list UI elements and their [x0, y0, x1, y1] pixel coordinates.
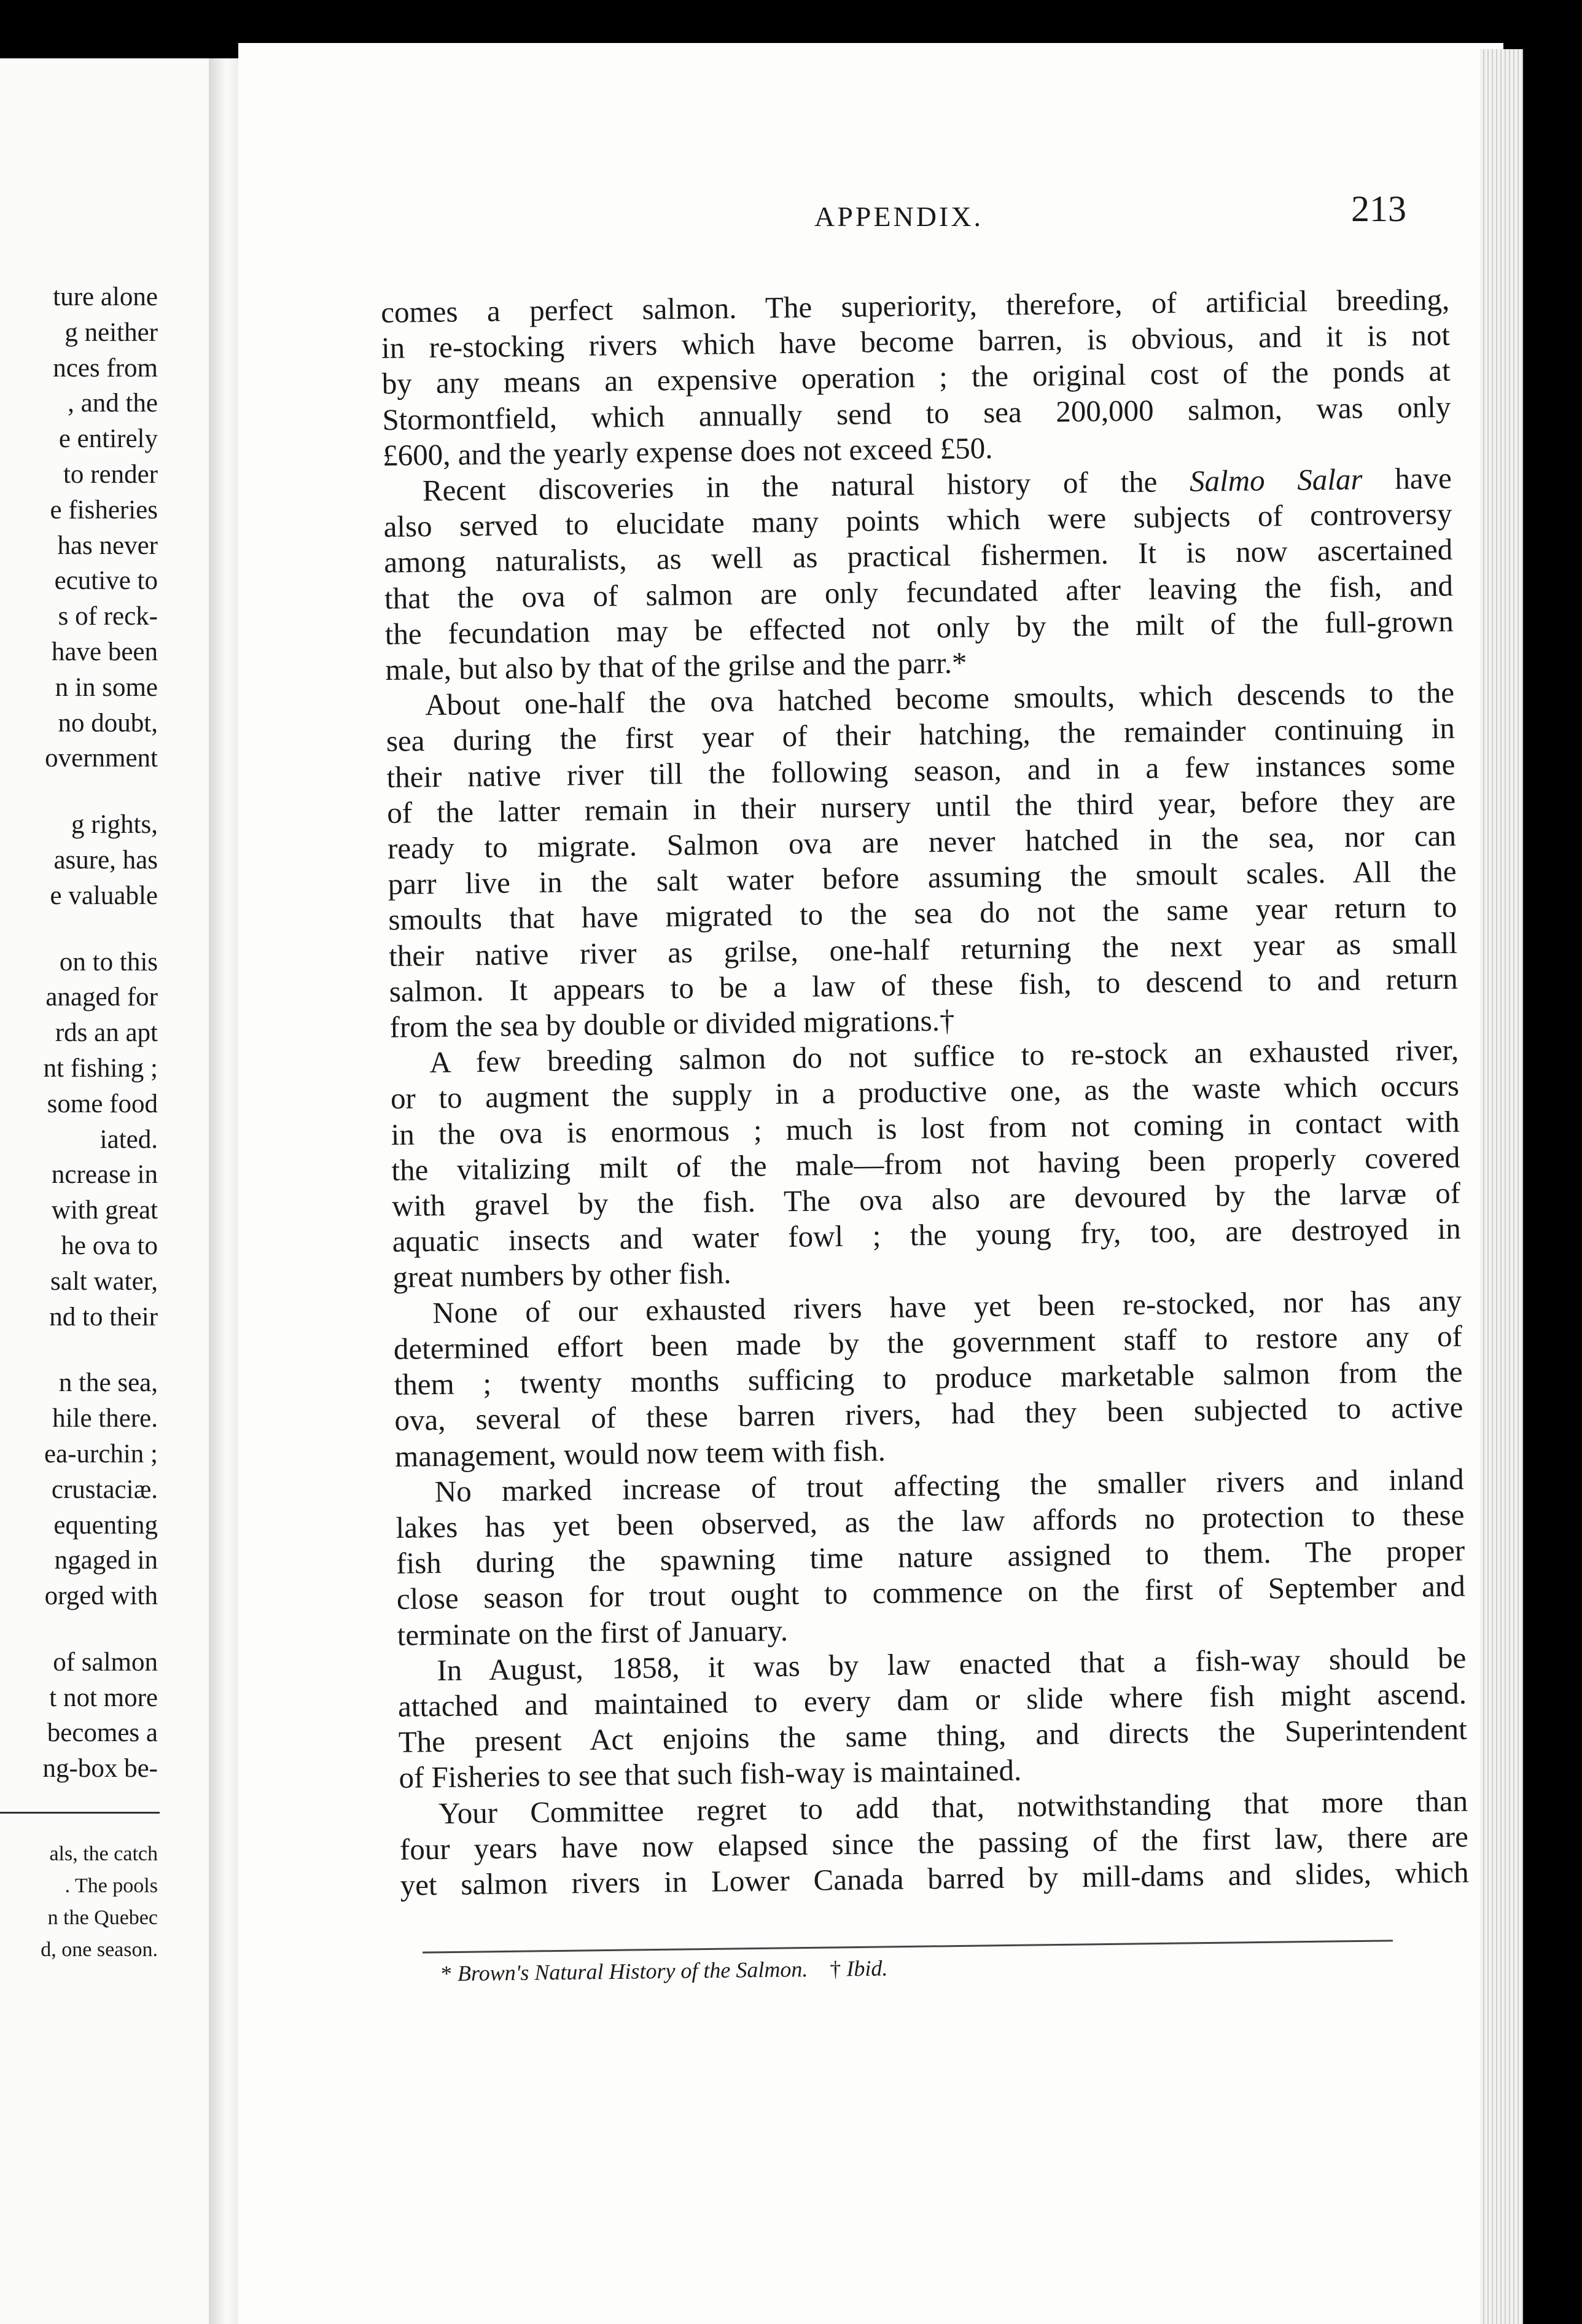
- left-page-line: rds an apt: [55, 1018, 158, 1048]
- left-page-line: some food: [47, 1089, 158, 1118]
- text-line: four years have now elapsed since the passing of the first law, there are: [399, 1819, 1469, 1866]
- text-line: attached and maintained to every dam or slide where fish might ascend.: [397, 1676, 1467, 1723]
- book-gutter: [209, 58, 238, 2324]
- text-line: yet salmon rivers in Lower Canada barred by mill-dams and slides, which: [400, 1855, 1469, 1902]
- left-page: [0, 58, 209, 2324]
- text-line: in the ova is enormous ; much is lost from not coming in contact with: [391, 1104, 1460, 1152]
- text-line: None of our exhausted rivers have yet been re-stocked, nor has any: [432, 1283, 1462, 1330]
- text-line: or to augment the supply in a productive one, as the waste which occurs: [390, 1069, 1460, 1116]
- left-page-line: s of reck-: [58, 602, 158, 631]
- left-page-line: ture alone: [53, 283, 158, 311]
- text-line: the vitalizing milt of the male—from not having been properly covered: [391, 1140, 1460, 1187]
- text-line: ova, several of these barren rivers, had they been subjected to active: [394, 1390, 1463, 1438]
- left-page-line: iated.: [99, 1125, 158, 1154]
- text-line: No marked increase of trout affecting the smaller rivers and inland: [434, 1462, 1465, 1508]
- text-line: of the latter remain in their nursery until the third year, before they are: [386, 782, 1456, 830]
- left-page-line: becomes a: [47, 1718, 158, 1748]
- left-page-line: ea-urchin ;: [44, 1439, 158, 1468]
- text-line: lakes has yet been observed, as the law affords no protection to these: [395, 1497, 1465, 1545]
- text-line: In August, 1858, it was by law enacted that a fish-way should be: [437, 1640, 1467, 1687]
- left-page-line: g neither: [64, 318, 158, 347]
- footnote-rule: [423, 1940, 1393, 1953]
- left-page-line: hile there.: [52, 1404, 158, 1433]
- left-page-line: e valuable: [50, 881, 158, 910]
- text-line: smoults that have migrated to the sea do not the same year return to: [388, 890, 1457, 937]
- text-line: with gravel by the fish. The ova also are devoured by the larvæ of: [391, 1176, 1461, 1223]
- text-line: of Fisheries to see that such fish-way is maintained.: [399, 1753, 1022, 1795]
- footnote-text: Ibid.: [846, 1956, 888, 1981]
- page-edges: [1480, 49, 1523, 2324]
- left-page-line: [0, 914, 158, 945]
- left-footnote-rule: [0, 1812, 160, 1814]
- text-line: from the sea by double or divided migrations.†: [389, 1003, 955, 1044]
- left-page-line: , and the: [68, 389, 158, 418]
- text-line: aquatic insects and water fowl ; the young fry, too, are destroyed in: [392, 1211, 1462, 1259]
- left-page-footnote-line: n the Quebec: [47, 1906, 158, 1929]
- left-page-line: of salmon: [53, 1647, 158, 1677]
- left-page-line: equenting: [53, 1510, 158, 1540]
- text-line: terminate on the first of January.: [397, 1613, 789, 1652]
- left-page-line: [0, 1614, 158, 1645]
- text-line: fish during the spawning time nature assigned to them. The proper: [395, 1533, 1465, 1580]
- footnote-mark: *: [440, 1961, 453, 1986]
- running-head: APPENDIX.: [814, 201, 983, 232]
- left-page-line: have been: [51, 637, 158, 666]
- text-line: Your Committee regret to add that, notwithstanding that more than: [438, 1784, 1468, 1830]
- left-page-line: overnment: [45, 744, 158, 773]
- text-line: salmon. It appears to be a law of these fish, to descend to and return: [389, 961, 1459, 1008]
- left-page-line: ng-box be-: [42, 1754, 158, 1784]
- text-line: also served to elucidate many points which were subjects of controversy: [383, 496, 1452, 544]
- left-page-footnote-line: als, the catch: [49, 1842, 158, 1865]
- text-line: their native river till the following season, and in a few instances some: [386, 747, 1455, 794]
- text-line: determined effort been made by the government staff to restore any of: [393, 1319, 1463, 1366]
- left-page-line: on to this: [59, 947, 158, 977]
- left-page-line: nt fishing ;: [43, 1053, 158, 1083]
- text-line: them ; twenty months sufficing to produce marketable salmon from the: [394, 1354, 1463, 1402]
- left-page-line: nces from: [53, 353, 158, 383]
- text-line: A few breeding salmon do not suffice to re-stock an exhausted river,: [429, 1032, 1459, 1080]
- left-page-text: [0, 279, 158, 1787]
- text-line: comes a perfect salmon. The superiority, therefore, of artificial breeding,: [381, 282, 1450, 329]
- text-line: by any means an expensive operation ; the original cost of the ponds at: [381, 354, 1451, 401]
- text-line: management, would now teem with fish.: [394, 1433, 886, 1473]
- left-page-line: asure, has: [53, 845, 158, 875]
- text-line: parr live in the salt water before assuming the smoult scales. All the: [388, 854, 1457, 902]
- left-page-line: no doubt,: [58, 708, 158, 738]
- page-number: 213: [1351, 189, 1406, 229]
- text-line: the fecundation may be effected not only by the milt of the full-grown: [384, 604, 1454, 651]
- text-line: close season for trout ought to commence on the first of September and: [396, 1569, 1466, 1616]
- body-text: [381, 282, 1469, 1903]
- right-page: [238, 43, 1503, 2324]
- left-page-line: g rights,: [71, 810, 158, 840]
- text-line: male, but also by that of the grilse and the parr.*: [385, 645, 967, 687]
- left-page-line: ngaged in: [54, 1546, 158, 1575]
- text-line: their native river as grilse, one-half returning the next year as small: [388, 926, 1458, 973]
- left-page-line: n in some: [55, 673, 158, 702]
- footnote-mark: †: [830, 1956, 841, 1981]
- left-page-line: nd to their: [49, 1302, 158, 1332]
- text-line: The present Act enjoins the same thing, and directs the Superintendent: [398, 1712, 1467, 1759]
- text-line: Stormontfield, which annually send to sea 200,000 salmon, was only: [382, 389, 1451, 437]
- footnote-text: Brown's Natural History of the Salmon.: [457, 1957, 808, 1986]
- left-page-footnote-line: d, one season.: [41, 1938, 158, 1961]
- left-page-line: e fisheries: [50, 495, 158, 524]
- text-line: £600, and the yearly expense does not exceed £50.: [382, 431, 993, 472]
- text-line: in re-stocking rivers which have become barren, is obvious, and it is not: [381, 318, 1451, 365]
- left-page-line: orged with: [44, 1581, 158, 1611]
- footnote: [441, 1956, 888, 1987]
- text-line: Recent discoveries in the natural history of the Salmo Salar have: [422, 461, 1452, 508]
- left-page-line: has never: [57, 531, 158, 560]
- left-page-line: with great: [51, 1196, 158, 1225]
- left-page-line: ncrease in: [51, 1160, 158, 1190]
- text-line: among naturalists, as well as practical fishermen. It is now ascertained: [383, 532, 1453, 580]
- text-line: ready to migrate. Salmon ova are never hatched in the sea, nor can: [387, 818, 1457, 865]
- left-page-line: he ova to: [61, 1231, 158, 1260]
- left-page-line: salt water,: [50, 1266, 158, 1296]
- left-page-line: [0, 776, 158, 807]
- species-name: Salmo Salar: [1189, 462, 1363, 498]
- left-page-line: anaged for: [45, 983, 158, 1012]
- text-line: great numbers by other fish.: [392, 1256, 731, 1295]
- left-page-line: ecutive to: [54, 566, 158, 596]
- left-page-line: t not more: [49, 1683, 158, 1712]
- left-page-line: [0, 1335, 158, 1365]
- left-page-footnote-line: . The pools: [64, 1874, 158, 1897]
- left-page-footnotes: [0, 1838, 158, 1966]
- left-page-line: n the sea,: [58, 1368, 158, 1398]
- text-line: About one-half the ova hatched become smoults, which descends to the: [424, 675, 1455, 722]
- text-line: sea during the first year of their hatching, the remainder continuing in: [386, 711, 1455, 758]
- left-page-line: crustaciæ.: [51, 1475, 158, 1504]
- left-page-line: e entirely: [58, 424, 158, 454]
- text-line: that the ova of salmon are only fecundated after leaving the fish, and: [384, 568, 1454, 615]
- left-page-line: to render: [63, 459, 158, 489]
